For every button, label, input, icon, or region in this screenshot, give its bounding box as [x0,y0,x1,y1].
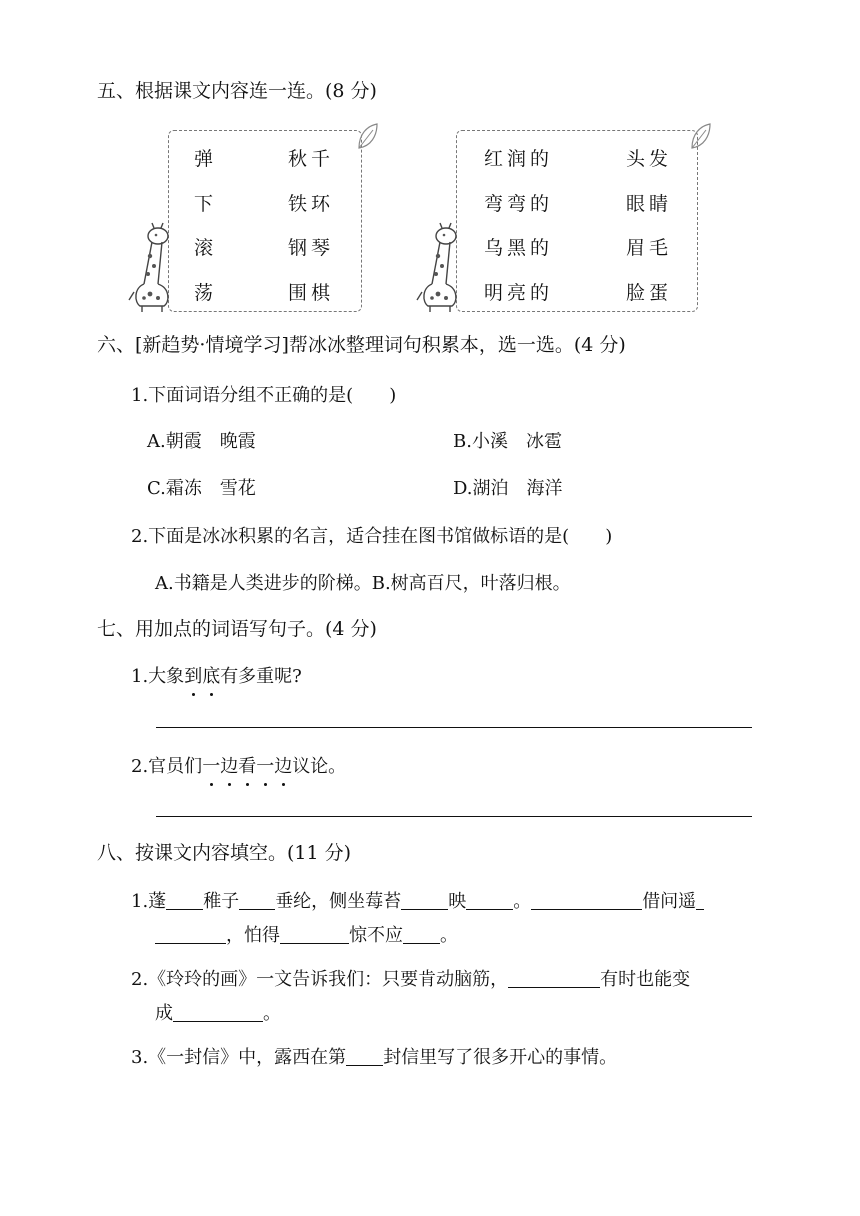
dotted-char: 到 [184,666,203,687]
dotted-char: 一 [256,756,275,777]
option-a: A.朝霞 晚霞 [147,431,256,452]
match-word: 围棋 [288,282,335,304]
dotted-char: 边 [220,756,239,777]
match-word: 眉毛 [626,237,673,259]
option-c: C.霜冻 雪花 [147,478,256,499]
section7-heading: 七、用加点的词语写句子。(4 分) [97,618,377,640]
giraffe-icon [416,222,464,314]
match-word: 荡 [194,282,218,304]
dotted-char: 一 [202,756,221,777]
match-word: 乌黑的 [484,237,554,259]
fill-blank[interactable] [155,942,226,944]
sentence-prompt: 2.官员们一边看一边议论。 [131,756,347,777]
match-word: 下 [194,193,218,215]
quote-options: A.书籍是人类进步的阶梯。B.树高百尺，叶落归根。 [155,573,571,594]
leaf-icon [688,122,714,152]
match-word: 脸蛋 [626,282,673,304]
fill-blank[interactable] [403,942,440,944]
giraffe-icon [128,222,176,314]
option-b: B.小溪 冰雹 [453,431,562,452]
question-text: 1.下面词语分组不正确的是( ) [131,385,397,406]
match-word: 红润的 [484,148,554,170]
fill-blank[interactable] [280,942,349,944]
sentence-prompt: 1.大象到底有多重呢? [131,666,302,687]
dotted-char: 看 [238,756,257,777]
fill-blank[interactable] [173,1020,263,1022]
fill-blank[interactable] [166,908,203,910]
option-d: D.湖泊 海洋 [453,478,563,499]
fill-question: 3.《一封信》中，露西在第 封信里写了很多开心的事情。 [131,1047,618,1068]
fill-question-cont: 成 。 [155,1003,281,1024]
dotted-char: 底 [202,666,221,687]
match-word: 弯弯的 [484,193,554,215]
match-word: 钢琴 [288,237,335,259]
section5-heading: 五、根据课文内容连一连。(8 分) [97,80,377,102]
answer-line[interactable] [156,816,752,817]
dotted-char: 边 [274,756,293,777]
fill-question-cont: ，怕得 惊不应 。 [155,921,458,947]
match-word: 秋千 [288,148,335,170]
fill-blank[interactable] [508,986,600,988]
match-word: 弹 [194,148,218,170]
fill-question: 1.蓬 稚子 垂纶，侧坐莓苔 映 。 借问遥 [131,887,704,913]
match-word: 眼睛 [626,193,673,215]
fill-question: 2.《玲玲的画》一文告诉我们：只要肯动脑筋， 有时也能变 [131,969,691,990]
question-text: 2.下面是冰冰积累的名言，适合挂在图书馆做标语的是( ) [131,526,613,547]
fill-blank[interactable] [531,908,642,910]
match-word: 明亮的 [484,282,554,304]
match-word: 铁环 [288,193,335,215]
fill-blank[interactable] [696,908,704,910]
match-word: 滚 [194,237,218,259]
answer-line[interactable] [156,727,752,728]
section8-heading: 八、按课文内容填空。(11 分) [97,842,352,864]
fill-blank[interactable] [239,908,275,910]
fill-blank[interactable] [346,1064,383,1066]
fill-blank[interactable] [401,908,448,910]
match-word: 头发 [626,148,673,170]
section6-heading: 六、[新趋势·情境学习]帮冰冰整理词句积累本，选一选。(4 分) [97,334,626,356]
fill-blank[interactable] [466,908,513,910]
leaf-icon [355,122,381,152]
